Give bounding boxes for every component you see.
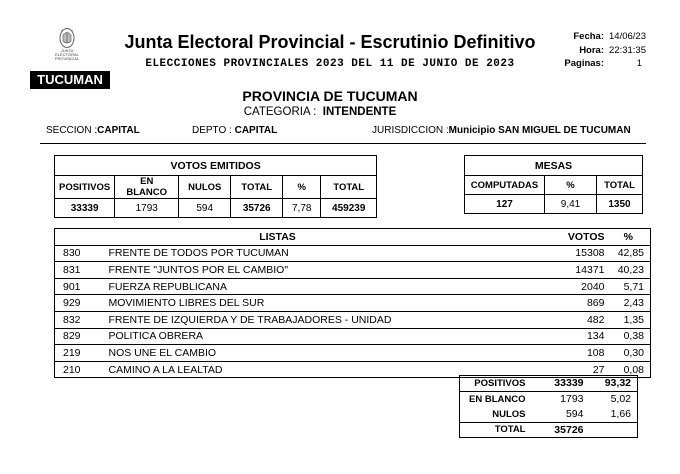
paginas-label: Paginas: <box>564 58 604 69</box>
provincia-heading: PROVINCIA DE TUCUMAN <box>242 88 418 104</box>
table-row <box>55 345 651 362</box>
votos-emitidos-table <box>54 155 377 218</box>
lista-votos: 15308 <box>513 245 609 262</box>
total-votos: 35726 <box>554 423 584 436</box>
hora-label: Hora: <box>579 45 604 56</box>
total-row-nulos <box>460 407 638 423</box>
total-votos: 1793 <box>560 393 584 405</box>
total-pct: 1,66 <box>588 407 638 423</box>
lista-name: FRENTE DE IZQUIERDA Y DE TRABAJADORES - UNIDAD <box>103 311 513 328</box>
lista-pct: 2,43 <box>609 295 651 312</box>
col-total-electores: TOTAL <box>321 176 377 199</box>
votos-emitidos-title: VOTOS EMITIDOS <box>55 156 377 176</box>
fecha-value: 14/06/23 <box>609 31 646 42</box>
lista-number: 829 <box>55 328 103 345</box>
table-row <box>55 262 651 279</box>
province-badge: TUCUMAN <box>30 71 110 89</box>
total-row-total <box>460 422 638 438</box>
col-mesas-total: TOTAL <box>597 176 643 195</box>
listas-table <box>54 228 651 378</box>
total-label: TOTAL <box>494 424 526 436</box>
lista-name: FRENTE "JUNTOS POR EL CAMBIO" <box>103 262 513 279</box>
fecha-label: Fecha: <box>573 31 604 42</box>
totales-table <box>459 375 638 438</box>
lista-votos: 108 <box>513 345 609 362</box>
lista-pct: 40,23 <box>609 262 651 279</box>
lista-number: 210 <box>55 361 103 378</box>
lista-number: 929 <box>55 295 103 312</box>
lista-name: MOVIMIENTO LIBRES DEL SUR <box>103 295 513 312</box>
lista-name: FRENTE DE TODOS POR TUCUMAN <box>103 245 513 262</box>
mesas-table <box>464 155 643 214</box>
lista-votos: 2040 <box>513 278 609 295</box>
table-row <box>55 311 651 328</box>
col-mesas-pct: % <box>545 176 597 195</box>
val-total-votos: 35726 <box>231 199 283 218</box>
lista-votos: 134 <box>513 328 609 345</box>
total-pct: 5,02 <box>610 393 631 405</box>
total-label: POSITIVOS <box>460 376 532 392</box>
seal-text: JUNTA ELECTORAL PROVINCIAL <box>54 48 80 61</box>
total-label: EN BLANCO <box>469 393 526 405</box>
lista-number: 219 <box>55 345 103 362</box>
total-row-positivos <box>460 376 638 392</box>
lista-name: CAMINO A LA LEALTAD <box>103 361 513 378</box>
total-votos: 33339 <box>532 376 588 392</box>
mesas-title: MESAS <box>465 156 643 176</box>
val-pct: 7,78 <box>283 199 321 218</box>
col-listas-pct: % <box>609 229 651 246</box>
col-computadas: COMPUTADAS <box>465 176 545 195</box>
val-total-electores: 459239 <box>321 199 377 218</box>
lista-pct: 0,30 <box>609 345 651 362</box>
hora-value: 22:31:35 <box>609 45 646 56</box>
table-row <box>55 295 651 312</box>
total-pct: 93,32 <box>588 376 638 392</box>
col-votos: VOTOS <box>513 229 609 246</box>
lista-pct: 0,38 <box>609 328 651 345</box>
categoria-line <box>0 106 680 118</box>
jurisdiccion: JURISDICCION :Municipio SAN MIGUEL DE TUCUMAN <box>372 125 631 136</box>
total-votos: 594 <box>532 407 588 423</box>
lista-number: 832 <box>55 311 103 328</box>
total-pct <box>588 422 638 438</box>
lista-votos: 869 <box>513 295 609 312</box>
total-row-en-blanco <box>460 391 638 407</box>
col-listas: LISTAS <box>103 229 513 246</box>
categoria-label: CATEGORIA : <box>243 106 317 118</box>
val-en-blanco: 1793 <box>115 199 179 218</box>
report-subtitle: ELECCIONES PROVINCIALES 2023 DEL 11 DE JUNIO DE 2023 <box>145 58 515 70</box>
categoria-value: INTENDENTE <box>322 106 397 118</box>
lista-name: NOS UNE EL CAMBIO <box>103 345 513 362</box>
col-pct: % <box>283 176 321 199</box>
lista-name: FUERZA REPUBLICANA <box>103 278 513 295</box>
lista-number: 901 <box>55 278 103 295</box>
table-row <box>55 278 651 295</box>
val-positivos: 33339 <box>55 199 115 218</box>
col-positivos: POSITIVOS <box>55 176 115 199</box>
lista-votos: 14371 <box>513 262 609 279</box>
col-total-votos: TOTAL <box>231 176 283 199</box>
lista-pct: 0,08 <box>609 361 651 378</box>
col-en-blanco: EN BLANCO <box>115 176 179 199</box>
total-label: NULOS <box>460 407 532 423</box>
report-title: Junta Electoral Provincial - Escrutinio Definitivo <box>124 32 536 52</box>
depto: DEPTO : CAPITAL <box>192 125 278 136</box>
header-divider <box>40 143 646 144</box>
lista-number: 830 <box>55 245 103 262</box>
seccion: SECCION :CAPITAL <box>46 125 140 136</box>
lista-votos: 482 <box>513 311 609 328</box>
lista-name: POLITICA OBRERA <box>103 328 513 345</box>
paginas-value: 1 <box>636 58 642 69</box>
table-row <box>55 245 651 262</box>
lista-number: 831 <box>55 262 103 279</box>
col-nulos: NULOS <box>179 176 231 199</box>
lista-pct: 5,71 <box>609 278 651 295</box>
val-mesas-total: 1350 <box>597 195 643 214</box>
lista-pct: 1,35 <box>609 311 651 328</box>
table-row <box>55 328 651 345</box>
val-nulos: 594 <box>179 199 231 218</box>
lista-votos: 27 <box>513 361 609 378</box>
val-computadas: 127 <box>465 195 545 214</box>
val-mesas-pct: 9,41 <box>545 195 597 214</box>
lista-pct: 42,85 <box>609 245 651 262</box>
